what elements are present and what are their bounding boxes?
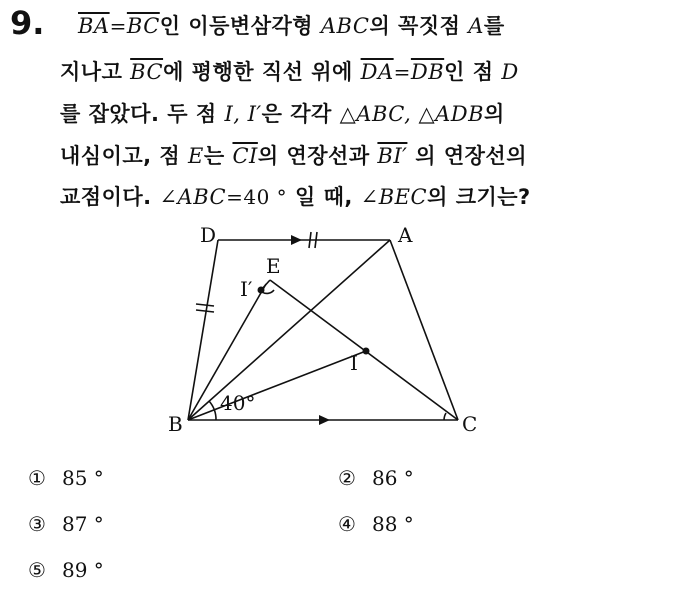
text: 의 xyxy=(484,102,505,126)
points-i: I, I′ xyxy=(224,102,262,126)
label-b: B xyxy=(168,412,183,436)
text: 의 꼭짓점 xyxy=(369,14,469,38)
segment-db: $\overline{DB}$ xyxy=(410,60,445,84)
label-angle-40: 40° xyxy=(220,391,256,415)
text: 는 xyxy=(203,144,233,168)
choice-value: 88 ° xyxy=(372,512,414,536)
label-i: I xyxy=(350,351,358,375)
equals-sign: = xyxy=(393,60,411,84)
text: 인 점 xyxy=(444,60,502,84)
text: 를 xyxy=(483,14,505,38)
text: 교점이다. xyxy=(60,185,160,209)
label-a: A xyxy=(398,223,413,247)
choice-mark: ④ xyxy=(338,512,356,536)
choice-value: 87 ° xyxy=(62,512,104,536)
question-number: 9. xyxy=(10,4,45,42)
angle-value: 40 ° xyxy=(243,185,288,209)
question-line-1 xyxy=(78,10,505,40)
text: 의 크기는? xyxy=(427,185,531,209)
text: 일 때, xyxy=(287,185,361,209)
text: 의 연장선의 xyxy=(407,144,527,168)
tick-mark-db-2 xyxy=(196,310,214,312)
tick-mark-da-1 xyxy=(309,232,311,248)
choice-mark: ⑤ xyxy=(28,558,46,582)
parallel-arrow-top xyxy=(291,235,302,245)
choice-2[interactable] xyxy=(338,466,414,490)
text: 를 잡았다. 두 점 xyxy=(60,102,225,126)
choice-value: 89 ° xyxy=(62,558,104,582)
point-e: E xyxy=(188,144,204,168)
segment-bc: $\overline{BC}$ xyxy=(126,14,160,38)
point-a: A xyxy=(468,14,484,38)
label-d: D xyxy=(200,223,217,247)
question-line-5 xyxy=(60,181,531,211)
label-i-prime: I′ xyxy=(240,277,253,301)
segment-ci: $\overline{CI}$ xyxy=(232,144,258,168)
choice-value: 86 ° xyxy=(372,466,414,490)
text: 인 이등변삼각형 xyxy=(159,14,321,38)
angle-arc-c xyxy=(444,413,446,420)
tick-mark-db-1 xyxy=(196,304,214,306)
choice-4[interactable] xyxy=(338,512,414,536)
angle-abc: ∠ABC xyxy=(159,185,227,209)
choice-5[interactable] xyxy=(28,558,104,582)
segment-ba-line xyxy=(188,240,390,420)
question-line-4 xyxy=(60,140,527,170)
choice-3[interactable] xyxy=(28,512,104,536)
choice-mark: ① xyxy=(28,466,46,490)
question-line-3 xyxy=(60,98,505,128)
geometry-figure xyxy=(160,220,500,440)
triangles: △ABC, △ADB xyxy=(339,102,485,126)
equals-sign: = xyxy=(226,185,244,209)
label-e: E xyxy=(266,254,281,278)
angle-bec: ∠BEC xyxy=(360,185,428,209)
tick-mark-da-2 xyxy=(315,232,317,248)
segment-bc: $\overline{BC}$ xyxy=(130,60,164,84)
triangle-abc: ABC xyxy=(320,14,370,38)
text: 의 연장선과 xyxy=(257,144,378,168)
text: 지나고 xyxy=(60,60,131,84)
choice-mark: ② xyxy=(338,466,356,490)
point-i-dot xyxy=(363,348,370,355)
equals-sign: = xyxy=(109,14,127,38)
segment-da: $\overline{DA}$ xyxy=(360,60,394,84)
point-d: D xyxy=(501,60,519,84)
segment-ac-line xyxy=(390,240,458,420)
parallel-arrow-bottom xyxy=(319,415,330,425)
choice-value: 85 ° xyxy=(62,466,104,490)
label-c: C xyxy=(462,412,478,436)
text: 은 각각 xyxy=(261,102,340,126)
text: 에 평행한 직선 위에 xyxy=(163,60,361,84)
segment-bi-prime: BI′ xyxy=(377,144,408,168)
point-i-prime-dot xyxy=(258,287,265,294)
choice-mark: ③ xyxy=(28,512,46,536)
question-line-2 xyxy=(60,56,519,86)
text: 내심이고, 점 xyxy=(60,144,189,168)
segment-ba: $\overline{BA}$ xyxy=(78,14,110,38)
choice-1[interactable] xyxy=(28,466,104,490)
